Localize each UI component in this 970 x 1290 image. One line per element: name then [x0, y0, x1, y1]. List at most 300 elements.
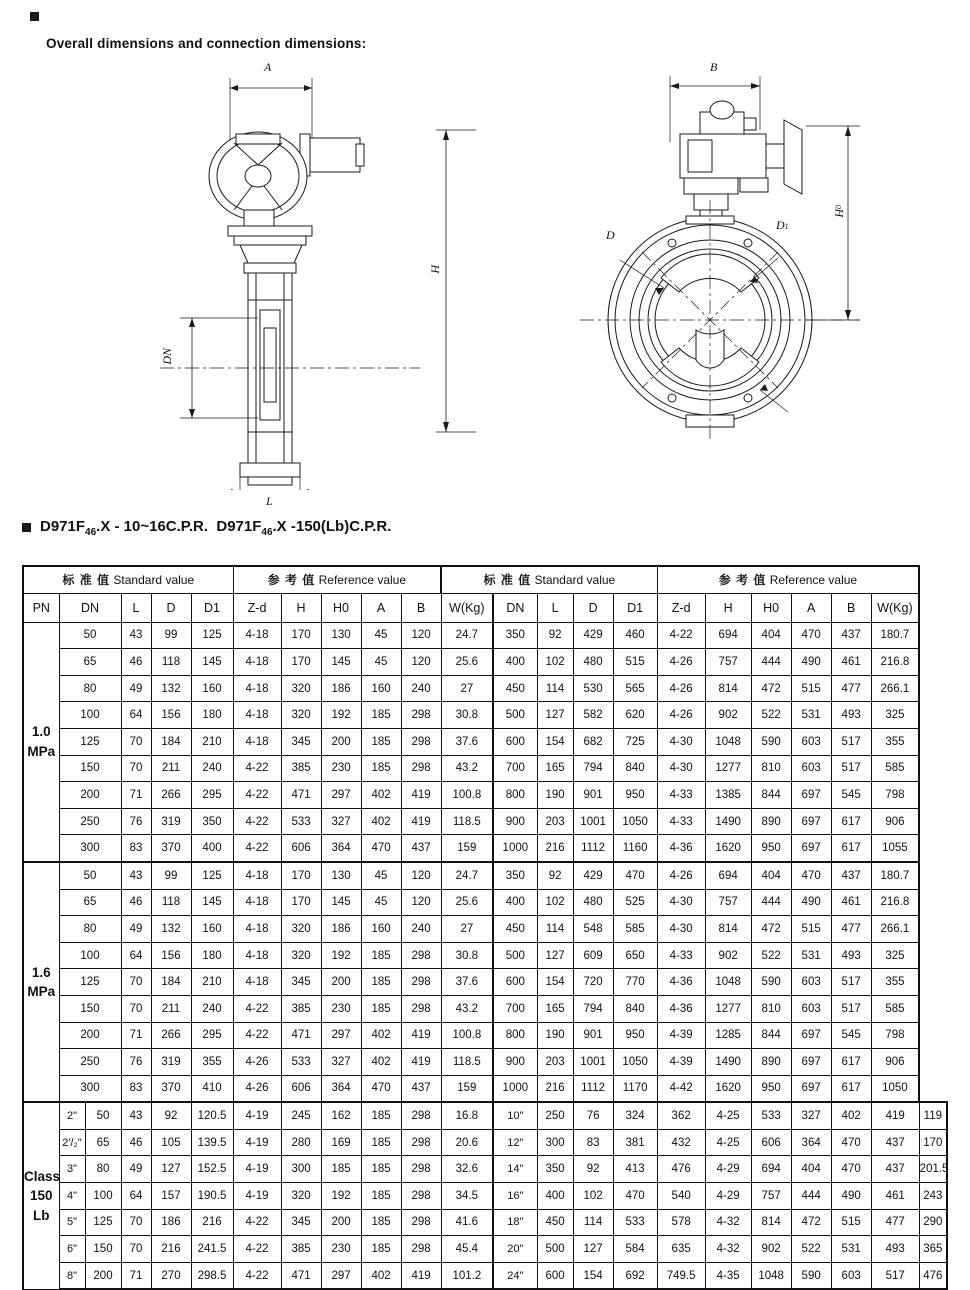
cell-value: 266.1 [871, 916, 919, 943]
cell-value: 902 [705, 702, 751, 729]
cell-value: 603 [791, 728, 831, 755]
cell-value: 30.8 [441, 942, 493, 969]
cell-value: 184 [151, 969, 191, 996]
cell-value: 477 [831, 916, 871, 943]
cell-value: 419 [401, 808, 441, 835]
cell-value: 757 [705, 889, 751, 916]
table-row [23, 1156, 947, 1183]
cell-value: 402 [361, 782, 401, 809]
cell-value: 211 [151, 755, 191, 782]
cell-value: 810 [751, 755, 791, 782]
cell-value: 1048 [751, 1262, 791, 1289]
cell-value: 404 [751, 862, 791, 889]
cell-value: 298 [401, 1236, 441, 1263]
cell-value: 533 [751, 1102, 791, 1129]
cell-value: 210 [191, 728, 233, 755]
cell-value: 517 [871, 1262, 919, 1289]
cell-value: 429 [573, 622, 613, 649]
cell-value: 298 [401, 1209, 441, 1236]
cell-value: 4-26 [657, 702, 705, 729]
cell-value: 490 [831, 1183, 871, 1210]
group-header-standard-left: 标 准 值 Standard value [23, 566, 233, 593]
col-l-right: L [537, 593, 573, 622]
cell-value: 4-18 [233, 916, 281, 943]
cell-inch-size: 8" [59, 1262, 85, 1289]
cell-value: 470 [791, 622, 831, 649]
dimension-label-dn: DN [160, 348, 174, 365]
cell-value: 160 [361, 675, 401, 702]
cell-value: 203 [537, 1049, 573, 1076]
cell-value: 83 [573, 1129, 613, 1156]
cell-dn: 200 [59, 1022, 121, 1049]
cell-value: 37.6 [441, 728, 493, 755]
model-section-title [22, 518, 391, 538]
header-bullet [30, 8, 39, 26]
cell-value: 145 [191, 649, 233, 676]
cell-value: 725 [613, 728, 657, 755]
cell-value: 200 [321, 1209, 361, 1236]
col-d-right: D [573, 593, 613, 622]
cell-value: 27 [441, 675, 493, 702]
cell-value: 92 [537, 862, 573, 889]
cell-value: 105 [151, 1129, 191, 1156]
cell-value: 548 [573, 916, 613, 943]
cell-value: 4-22 [233, 835, 281, 862]
cell-value: 531 [831, 1236, 871, 1263]
col-l-left: L [121, 593, 151, 622]
cell-value: 120 [401, 622, 441, 649]
cell-value: 298 [401, 969, 441, 996]
cell-value: 402 [361, 1022, 401, 1049]
cell-value: 1050 [613, 808, 657, 835]
cell-dn: 65 [59, 649, 121, 676]
cell-value: 470 [613, 1183, 657, 1210]
cell-value: 578 [657, 1209, 705, 1236]
cell-value: 1620 [705, 835, 751, 862]
cell-value: 4-33 [657, 942, 705, 969]
cell-value: 345 [281, 1209, 321, 1236]
cell-value: 70 [121, 755, 151, 782]
cell-value: 160 [361, 916, 401, 943]
cell-value: 180 [191, 942, 233, 969]
cell-value: 102 [573, 1183, 613, 1210]
cell-value: 185 [361, 995, 401, 1022]
cell-value: 437 [871, 1129, 919, 1156]
cell-value: 64 [121, 1183, 151, 1210]
cell-value: 4-36 [657, 835, 705, 862]
cell-value: 216 [537, 835, 573, 862]
cell-value: 50 [85, 1102, 121, 1129]
cell-value: 65 [85, 1129, 121, 1156]
cell-value: 45.4 [441, 1236, 493, 1263]
cell-value: 185 [361, 1129, 401, 1156]
cell-value: 517 [831, 969, 871, 996]
cell-value: 402 [361, 1049, 401, 1076]
cell-value: 694 [751, 1156, 791, 1183]
cell-value: 402 [361, 808, 401, 835]
cell-value: 345 [281, 969, 321, 996]
cell-value: 76 [573, 1102, 613, 1129]
cell-value: 145 [191, 889, 233, 916]
cell-value: 100 [85, 1183, 121, 1210]
cell-value: 298 [401, 728, 441, 755]
col-h0-left: H0 [321, 593, 361, 622]
cell-value: 355 [871, 969, 919, 996]
col-h-left: H [281, 593, 321, 622]
cell-value: 419 [401, 1049, 441, 1076]
cell-dn: 150 [59, 995, 121, 1022]
dimension-label-a: A [264, 60, 272, 74]
model-title-text: $D971F_{46}.X$ - 10~16C.P.R. $D971F_{46}.X$ -150(Lb)C.P.R. [40, 518, 392, 538]
cell-value: 49 [121, 1156, 151, 1183]
cell-value: 1112 [573, 1075, 613, 1102]
cell-value: 404 [791, 1156, 831, 1183]
cell-dn: 100 [59, 942, 121, 969]
cell-value: 350 [537, 1156, 573, 1183]
cell-value: 4-22 [233, 755, 281, 782]
cell-value: 603 [831, 1262, 871, 1289]
cell-value: 150 [85, 1236, 121, 1263]
cell-value: 585 [871, 755, 919, 782]
cell-value: 266.1 [871, 675, 919, 702]
cell-value: 1160 [613, 835, 657, 862]
square-bullet-icon-2 [22, 523, 31, 532]
cell-value: 127 [537, 702, 573, 729]
dimension-label-d1: D1 [776, 218, 789, 232]
cell-value: 517 [831, 995, 871, 1022]
cell-value: 770 [613, 969, 657, 996]
cell-value: 4-18 [233, 702, 281, 729]
cell-value: 170 [919, 1129, 947, 1156]
cell-value: 950 [613, 782, 657, 809]
cell-value: 43.2 [441, 755, 493, 782]
cell-value: 298 [401, 1156, 441, 1183]
cell-value: 145 [321, 889, 361, 916]
table-column-header-row [23, 593, 947, 622]
cell-value: 515 [831, 1209, 871, 1236]
col-dn-right: DN [493, 593, 537, 622]
cell-value: 814 [705, 916, 751, 943]
cell-dn: 1000 [493, 1075, 537, 1102]
col-d1-right: D1 [613, 593, 657, 622]
cell-value: 240 [401, 916, 441, 943]
cell-value: 266 [151, 1022, 191, 1049]
cell-value: 92 [537, 622, 573, 649]
cell-dn: 125 [59, 969, 121, 996]
cell-value: 901 [573, 782, 613, 809]
cell-value: 24.7 [441, 622, 493, 649]
cell-value: 617 [831, 835, 871, 862]
cell-value: 170 [281, 889, 321, 916]
cell-dn: 300 [59, 835, 121, 862]
cell-value: 130 [321, 622, 361, 649]
dimension-label-h: H [428, 265, 442, 274]
cell-value: 186 [321, 675, 361, 702]
cell-value: 617 [831, 1049, 871, 1076]
cell-value: 186 [151, 1209, 191, 1236]
cell-value: 477 [831, 675, 871, 702]
dimension-label-b: B [710, 60, 718, 74]
cell-value: 365 [919, 1236, 947, 1263]
cell-value: 4-39 [657, 1049, 705, 1076]
cell-value: 216.8 [871, 889, 919, 916]
cell-value: 810 [751, 995, 791, 1022]
cell-value: 603 [791, 995, 831, 1022]
cell-value: 64 [121, 702, 151, 729]
cell-value: 169 [321, 1129, 361, 1156]
cell-value: 132 [151, 916, 191, 943]
cell-value: 362 [657, 1102, 705, 1129]
cell-value: 606 [751, 1129, 791, 1156]
cell-value: 617 [831, 1075, 871, 1102]
cell-value: 437 [831, 622, 871, 649]
cell-value: 114 [537, 916, 573, 943]
cell-value: 45 [361, 649, 401, 676]
cell-value: 327 [321, 1049, 361, 1076]
cell-value: 295 [191, 782, 233, 809]
cell-value: 240 [191, 755, 233, 782]
cell-value: 385 [281, 995, 321, 1022]
cell-value: 298 [401, 995, 441, 1022]
col-dn-left: DN [59, 593, 121, 622]
cell-dn: 600 [493, 728, 537, 755]
cell-value: 590 [751, 969, 791, 996]
cell-value: 46 [121, 889, 151, 916]
cell-value: 325 [871, 942, 919, 969]
cell-value: 114 [537, 675, 573, 702]
cell-value: 4-18 [233, 969, 281, 996]
cell-value: 1490 [705, 808, 751, 835]
cell-value: 1048 [705, 969, 751, 996]
cell-value: 697 [791, 1049, 831, 1076]
cell-value: 4-18 [233, 942, 281, 969]
cell-value: 4-22 [233, 1022, 281, 1049]
cell-value: 170 [281, 649, 321, 676]
cell-value: 697 [791, 1022, 831, 1049]
cell-value: 71 [121, 1262, 151, 1289]
cell-value: 240 [191, 995, 233, 1022]
cell-value: 4-19 [233, 1156, 281, 1183]
cell-value: 152.5 [191, 1156, 233, 1183]
cell-value: 1001 [573, 1049, 613, 1076]
cell-dn: 80 [59, 916, 121, 943]
cell-value: 83 [121, 835, 151, 862]
cell-value: 156 [151, 702, 191, 729]
cell-value: 190 [537, 1022, 573, 1049]
cell-value: 590 [751, 728, 791, 755]
cell-value: 120.5 [191, 1102, 233, 1129]
cell-value: 83 [121, 1075, 151, 1102]
cell-value: 533 [281, 808, 321, 835]
cell-value: 493 [871, 1236, 919, 1263]
cell-value: 844 [751, 1022, 791, 1049]
cell-value: 203 [537, 808, 573, 835]
cell-value: 160 [191, 675, 233, 702]
cell-inch-size: 2'/₂" [59, 1129, 85, 1156]
cell-dn: 600 [493, 969, 537, 996]
cell-value: 4-32 [705, 1209, 751, 1236]
cell-value: 127 [537, 942, 573, 969]
cell-value: 185 [361, 1209, 401, 1236]
cell-value: 4-36 [657, 995, 705, 1022]
cell-value: 476 [919, 1262, 947, 1289]
cell-value: 25.6 [441, 889, 493, 916]
cell-value: 92 [151, 1102, 191, 1129]
cell-value: 4-22 [233, 1262, 281, 1289]
cell-value: 43 [121, 862, 151, 889]
cell-value: 100.8 [441, 782, 493, 809]
cell-value: 100.8 [441, 1022, 493, 1049]
cell-value: 201.5 [919, 1156, 947, 1183]
cell-value: 906 [871, 808, 919, 835]
cell-value: 480 [573, 889, 613, 916]
cell-dn: 450 [493, 675, 537, 702]
cell-value: 43.2 [441, 995, 493, 1022]
cell-value: 413 [613, 1156, 657, 1183]
cell-value: 530 [573, 675, 613, 702]
cell-value: 200 [321, 728, 361, 755]
cell-value: 241.5 [191, 1236, 233, 1263]
cell-value: 890 [751, 1049, 791, 1076]
cell-value: 114 [573, 1209, 613, 1236]
table-row [23, 1183, 947, 1210]
col-pn: PN [23, 593, 59, 622]
cell-value: 297 [321, 1262, 361, 1289]
cell-value: 243 [919, 1183, 947, 1210]
cell-value: 890 [751, 808, 791, 835]
cell-value: 410 [191, 1075, 233, 1102]
cell-value: 522 [791, 1236, 831, 1263]
cell-value: 603 [791, 755, 831, 782]
table-row [23, 862, 947, 889]
cell-value: 319 [151, 808, 191, 835]
cell-value: 798 [871, 782, 919, 809]
cell-dn: 300 [59, 1075, 121, 1102]
cell-value: 419 [401, 1262, 441, 1289]
cell-value: 1285 [705, 1022, 751, 1049]
cell-dn: 125 [59, 728, 121, 755]
cell-value: 180.7 [871, 622, 919, 649]
cell-value: 170 [281, 622, 321, 649]
cell-value: 20.6 [441, 1129, 493, 1156]
cell-value: 565 [613, 675, 657, 702]
table-row [23, 916, 947, 943]
cell-value: 125 [191, 622, 233, 649]
square-bullet-icon [30, 12, 39, 21]
table-row [23, 755, 947, 782]
cell-value: 355 [191, 1049, 233, 1076]
table-row [23, 1049, 947, 1076]
cell-value: 4-26 [657, 649, 705, 676]
cell-value: 1001 [573, 808, 613, 835]
cell-value: 4-32 [705, 1236, 751, 1263]
cell-value: 160 [191, 916, 233, 943]
cell-value: 444 [751, 889, 791, 916]
cell-value: 130 [321, 862, 361, 889]
cell-value: 49 [121, 916, 151, 943]
cell-value: 157 [151, 1183, 191, 1210]
cell-value: 697 [791, 782, 831, 809]
cell-value: 99 [151, 862, 191, 889]
group-header-reference-right: 参 考 值 Reference value [657, 566, 919, 593]
cell-value: 437 [401, 835, 441, 862]
cell-value: 1048 [705, 728, 751, 755]
cell-inch-size: 20" [493, 1236, 537, 1263]
cell-value: 154 [537, 728, 573, 755]
cell-value: 297 [321, 1022, 361, 1049]
pressure-rating-cell: 1.6 MPa [23, 862, 59, 1102]
cell-value: 76 [121, 808, 151, 835]
cell-value: 43 [121, 1102, 151, 1129]
dimension-label-l: L [266, 494, 273, 508]
cell-value: 757 [705, 649, 751, 676]
cell-value: 185 [361, 1236, 401, 1263]
cell-value: 4-36 [657, 969, 705, 996]
cell-value: 545 [831, 1022, 871, 1049]
cell-value: 400 [191, 835, 233, 862]
cell-value: 71 [121, 782, 151, 809]
cell-value: 4-42 [657, 1075, 705, 1102]
cell-value: 4-30 [657, 916, 705, 943]
cell-value: 1490 [705, 1049, 751, 1076]
cell-value: 200 [85, 1262, 121, 1289]
cell-value: 192 [321, 942, 361, 969]
table-row [23, 835, 947, 862]
cell-value: 120 [401, 889, 441, 916]
cell-value: 697 [791, 808, 831, 835]
cell-value: 4-18 [233, 675, 281, 702]
cell-value: 325 [871, 702, 919, 729]
cell-value: 471 [281, 782, 321, 809]
cell-value: 720 [573, 969, 613, 996]
cell-dn: 150 [59, 755, 121, 782]
cell-value: 165 [537, 755, 573, 782]
cell-value: 901 [573, 1022, 613, 1049]
table-row [23, 675, 947, 702]
cell-value: 609 [573, 942, 613, 969]
cell-value: 170 [281, 862, 321, 889]
cell-value: 500 [537, 1236, 573, 1263]
table-row [23, 1075, 947, 1102]
cell-value: 41.6 [441, 1209, 493, 1236]
cell-value: 118 [151, 649, 191, 676]
cell-value: 814 [751, 1209, 791, 1236]
cell-value: 37.6 [441, 969, 493, 996]
cell-value: 355 [871, 728, 919, 755]
cell-value: 531 [791, 702, 831, 729]
cell-value: 165 [537, 995, 573, 1022]
cell-value: 814 [705, 675, 751, 702]
cell-value: 297 [321, 782, 361, 809]
cell-value: 470 [831, 1129, 871, 1156]
cell-value: 46 [121, 1129, 151, 1156]
cell-value: 230 [321, 1236, 361, 1263]
cell-value: 585 [871, 995, 919, 1022]
cell-inch-size: 16" [493, 1183, 537, 1210]
cell-value: 404 [751, 622, 791, 649]
cell-value: 185 [361, 1102, 401, 1129]
cell-value: 327 [321, 808, 361, 835]
cell-value: 27 [441, 916, 493, 943]
cell-inch-size: 3" [59, 1156, 85, 1183]
cell-value: 210 [191, 969, 233, 996]
cell-dn: 400 [493, 649, 537, 676]
cell-value: 4-26 [233, 1049, 281, 1076]
cell-dn: 65 [59, 889, 121, 916]
cell-value: 844 [751, 782, 791, 809]
cell-value: 118.5 [441, 808, 493, 835]
cell-value: 319 [151, 1049, 191, 1076]
